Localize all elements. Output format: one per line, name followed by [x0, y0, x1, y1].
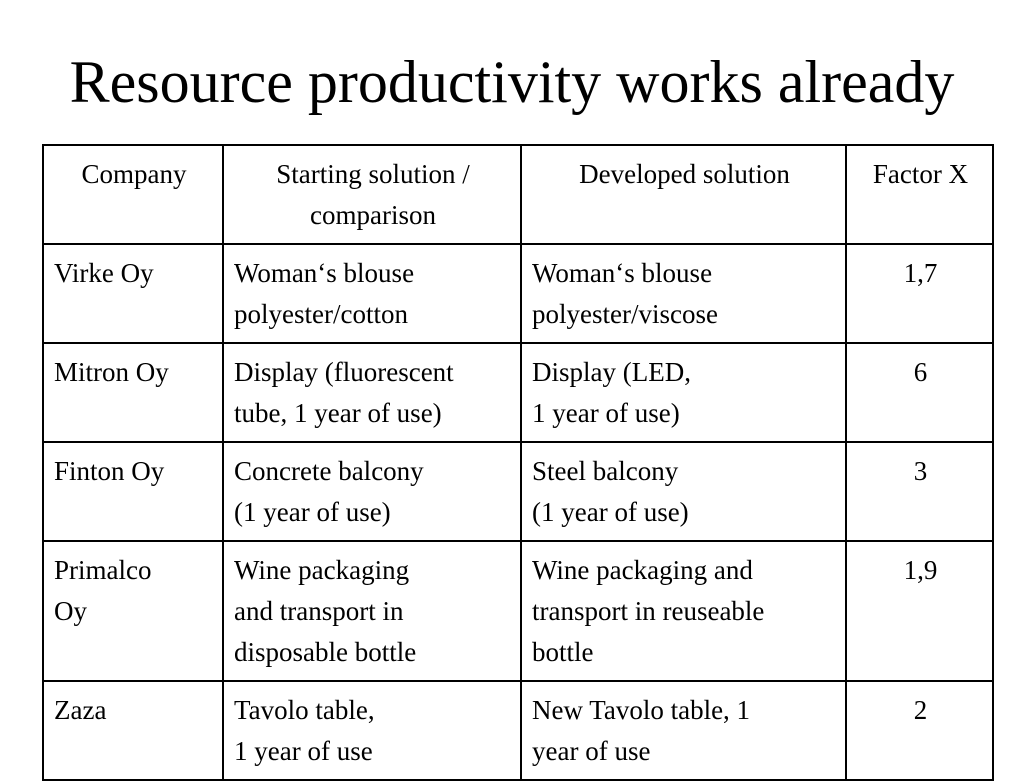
header-developed-solution: Developed solution	[521, 145, 846, 244]
cell-starting-solution: Tavolo table, 1 year of use	[223, 681, 521, 780]
slide-title: Resource productivity works already	[69, 49, 955, 115]
table-row	[43, 244, 993, 343]
cell-developed-solution: Steel balcony (1 year of use)	[521, 442, 846, 541]
table-row	[43, 343, 993, 442]
cell-factor-x: 1,7	[846, 244, 993, 343]
cell-developed-solution: Display (LED, 1 year of use)	[521, 343, 846, 442]
header-company: Company	[43, 145, 223, 244]
cell-factor-x: 1,9	[846, 541, 993, 681]
cell-company: Primalco Oy	[43, 541, 223, 681]
table-header-row	[43, 145, 993, 244]
cell-starting-solution: Wine packaging and transport in disposable bottle	[223, 541, 521, 681]
table-row	[43, 442, 993, 541]
cell-company: Virke Oy	[43, 244, 223, 343]
cell-starting-solution: Concrete balcony (1 year of use)	[223, 442, 521, 541]
cell-developed-solution: New Tavolo table, 1 year of use	[521, 681, 846, 780]
cell-starting-solution: Display (fluorescent tube, 1 year of use)	[223, 343, 521, 442]
cell-developed-solution: Wine packaging and transport in reuseable bottle	[521, 541, 846, 681]
header-starting-solution: Starting solution / comparison	[223, 145, 521, 244]
cell-starting-solution: Woman‘s blouse polyester/cotton	[223, 244, 521, 343]
cell-company: Zaza	[43, 681, 223, 780]
cell-developed-solution: Woman‘s blouse polyester/viscose	[521, 244, 846, 343]
cell-factor-x: 3	[846, 442, 993, 541]
cell-company: Mitron Oy	[43, 343, 223, 442]
table-row	[43, 541, 993, 681]
table-row	[43, 681, 993, 780]
cell-factor-x: 6	[846, 343, 993, 442]
cell-company: Finton Oy	[43, 442, 223, 541]
cell-factor-x: 2	[846, 681, 993, 780]
comparison-table-container	[42, 144, 992, 781]
comparison-table	[42, 144, 994, 781]
header-factor-x: Factor X	[846, 145, 993, 244]
